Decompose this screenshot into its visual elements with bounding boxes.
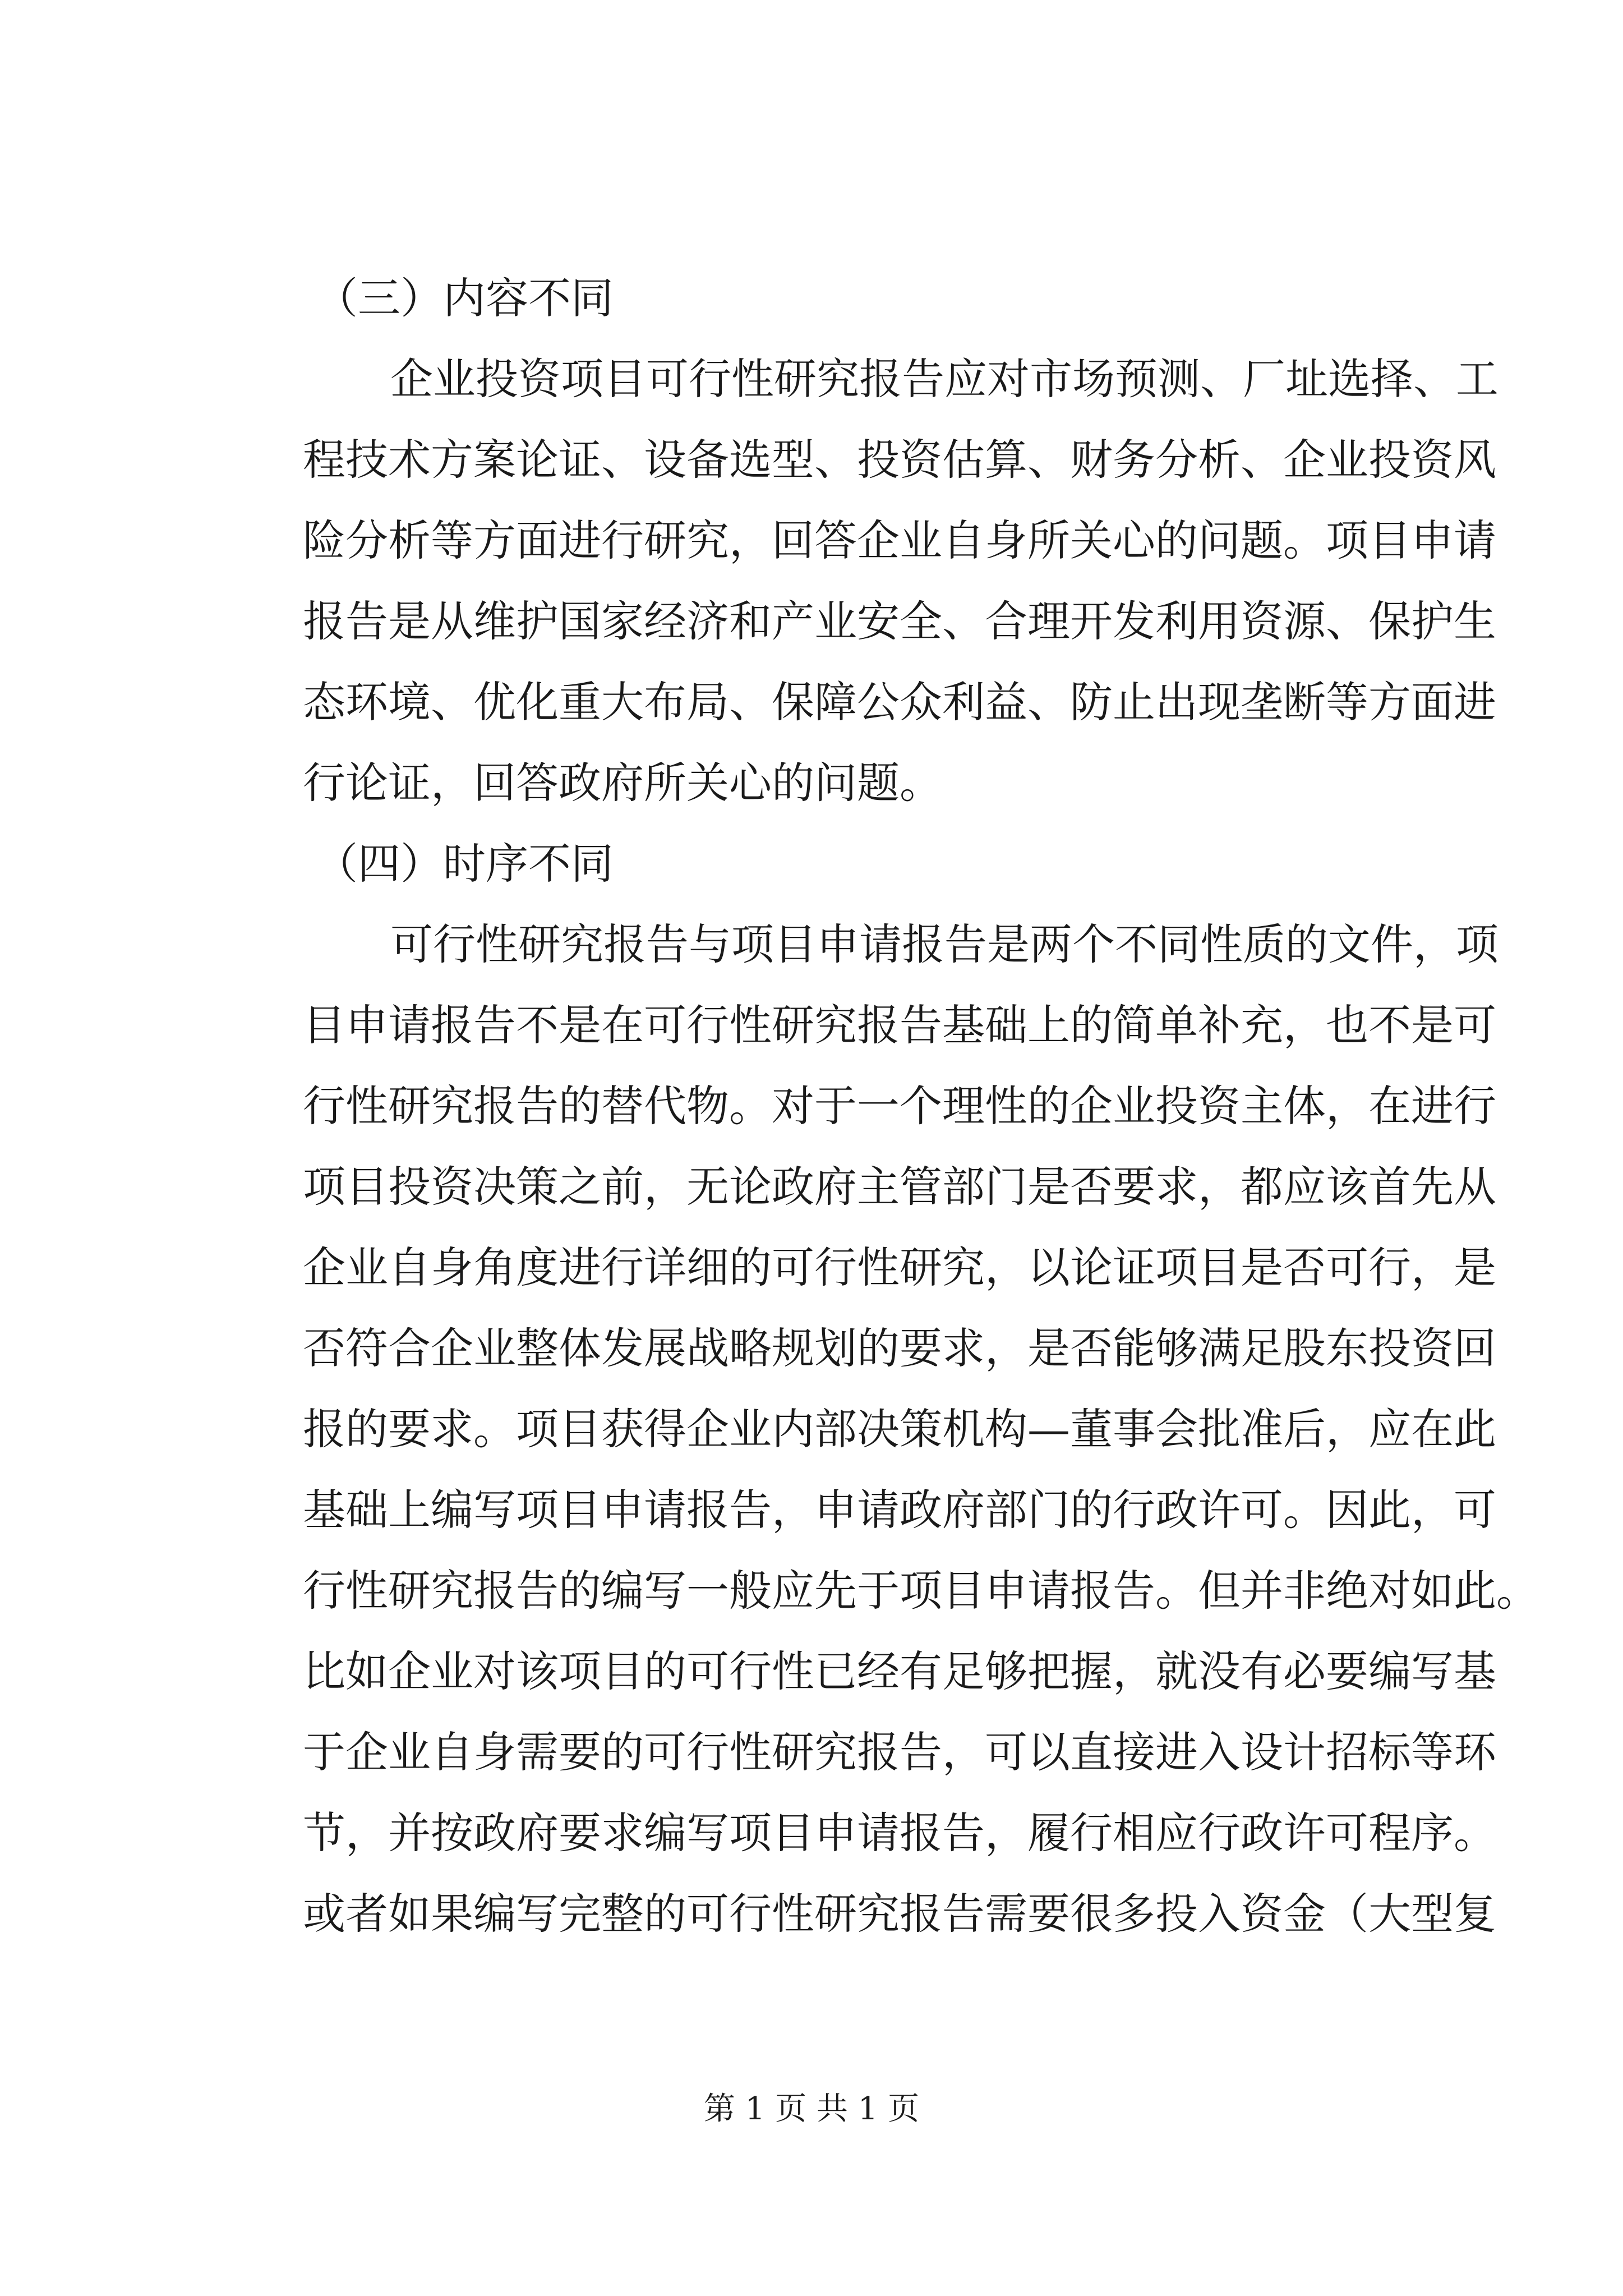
paragraph-line: 企业投资项目可行性研究报告应对市场预测、厂址选择、工 [390, 354, 1498, 404]
section-heading-timing: （四）时序不同 [315, 839, 614, 889]
paragraph-line: 目申请报告不是在可行性研究报告基础上的简单补充，也不是可 [303, 1000, 1496, 1050]
paragraph-line: 态环境、优化重大布局、保障公众利益、防止出现垄断等方面进 [303, 677, 1496, 727]
page-number-footer: 第 1 页 共 1 页 [703, 2091, 920, 2127]
paragraph-line: 节，并按政府要求编写项目申请报告，履行相应行政许可程序。 [303, 1808, 1496, 1858]
paragraph-line: 行论证，回答政府所关心的问题。 [303, 758, 942, 808]
paragraph-line: 项目投资决策之前，无论政府主管部门是否要求，都应该首先从 [303, 1162, 1496, 1212]
paragraph-line: 行性研究报告的编写一般应先于项目申请报告。但并非绝对如此。 [303, 1566, 1539, 1616]
paragraph-line: 企业自身角度进行详细的可行性研究，以论证项目是否可行，是 [303, 1243, 1496, 1292]
paragraph-line: 程技术方案论证、设备选型、投资估算、财务分析、企业投资风 [303, 435, 1496, 485]
paragraph-line: 基础上编写项目申请报告，申请政府部门的行政许可。因此，可 [303, 1485, 1496, 1535]
paragraph-line: 于企业自身需要的可行性研究报告，可以直接进入设计招标等环 [303, 1727, 1496, 1777]
paragraph-line: 或者如果编写完整的可行性研究报告需要很多投入资金（大型复 [303, 1889, 1496, 1939]
paragraph-line: 可行性研究报告与项目申请报告是两个不同性质的文件，项 [390, 919, 1498, 969]
paragraph-line: 险分析等方面进行研究，回答企业自身所关心的问题。项目申请 [303, 516, 1496, 565]
paragraph-timing-differences [303, 904, 1539, 1954]
paragraph-line: 比如企业对该项目的可行性已经有足够把握，就没有必要编写基 [303, 1646, 1496, 1696]
paragraph-line: 报的要求。项目获得企业内部决策机构—董事会批准后，应在此 [303, 1404, 1496, 1454]
paragraph-line: 否符合企业整体发展战略规划的要求，是否能够满足股东投资回 [303, 1323, 1496, 1373]
paragraph-content-differences [303, 339, 1498, 823]
paragraph-line: 报告是从维护国家经济和产业安全、合理开发利用资源、保护生 [303, 596, 1496, 646]
document-body [303, 258, 1539, 1954]
section-heading-content: （三）内容不同 [315, 273, 614, 323]
paragraph-line: 行性研究报告的替代物。对于一个理性的企业投资主体，在进行 [303, 1081, 1496, 1131]
